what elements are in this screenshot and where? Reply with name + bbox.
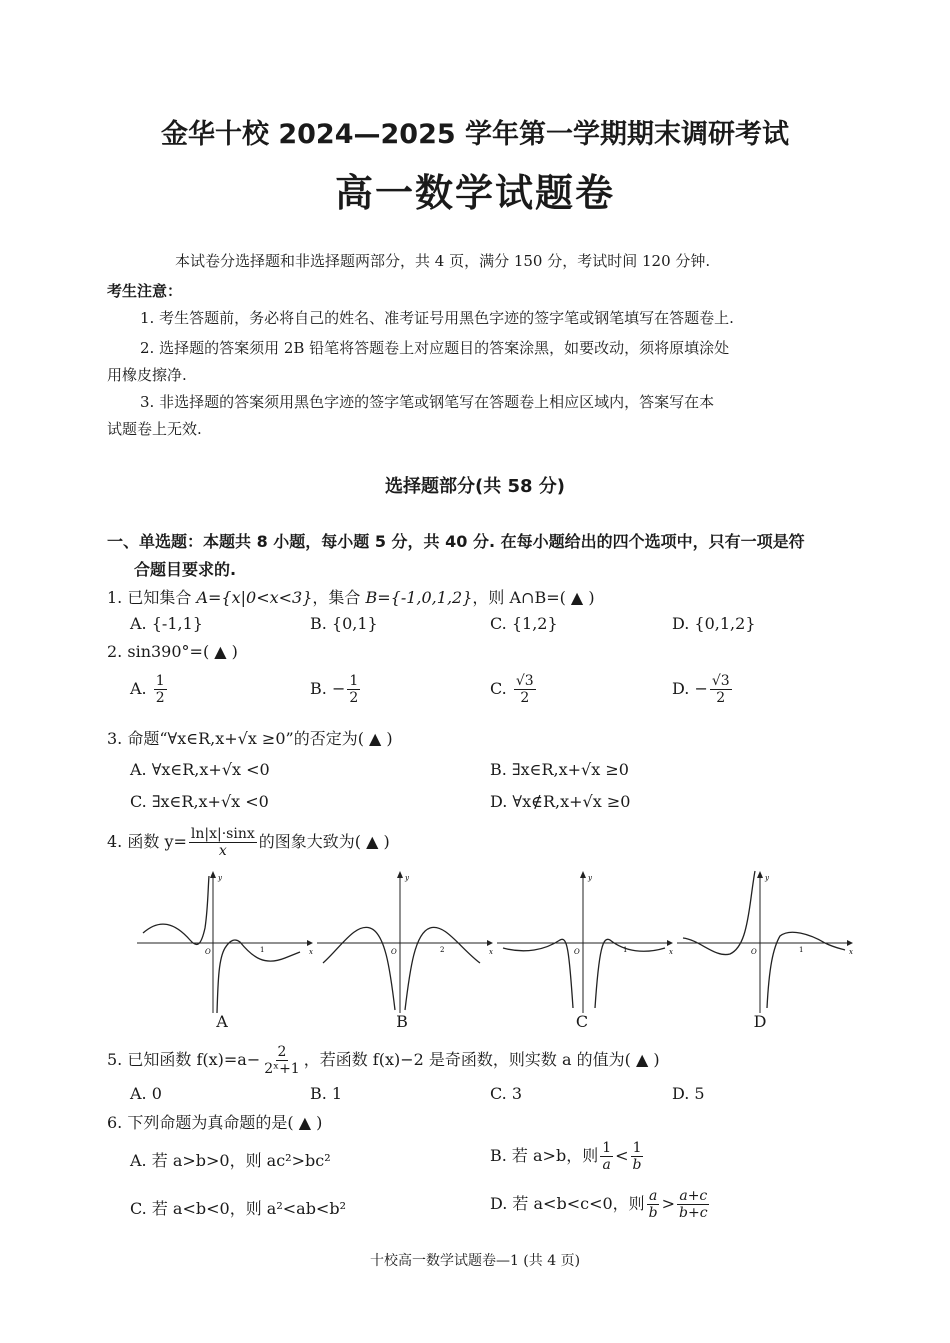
exam-title: 金华十校 2024—2025 学年第一学期期末调研考试 xyxy=(160,119,790,150)
q3-option-a: A. ∀x∈R,x+√x <0 xyxy=(130,760,270,779)
svg-text:y: y xyxy=(765,874,769,882)
part-instructions: 一、单选题：本题共 8 小题，每小题 5 分，共 40 分. 在每小题给出的四个选项中，只有一项是符 合题目要求的. xyxy=(107,532,805,579)
q6-option-a: A. 若 a>b>0，则 ac²>bc² xyxy=(130,1151,331,1170)
q2-option-d: D. − $\frac{√3}{2}$ xyxy=(672,673,730,706)
graph-option-b xyxy=(315,868,495,1018)
q5-option-a: A. 0 xyxy=(130,1084,162,1103)
q1-option-d: D. {0,1,2} xyxy=(672,614,756,633)
svg-text:x: x xyxy=(849,948,853,956)
svg-text:O: O xyxy=(574,948,580,956)
svg-text:1: 1 xyxy=(623,946,628,954)
notice-item-2: 2. 选择题的答案须用 2B 铅笔将答题卷上对应题目的答案涂黑，如要改动，须将原填涂处 xyxy=(140,339,730,357)
svg-text:1: 1 xyxy=(799,946,804,954)
section-title: 选择题部分(共 58 分) xyxy=(384,476,566,497)
notice-heading: 考生注意： xyxy=(107,282,183,300)
q5-option-b: B. 1 xyxy=(310,1084,343,1103)
question-5-stem: 5. 已知函数 f(x)=a− $\frac{2}{\text{2ˣ+1}}$ ，若函数 f(x)−2 是奇函数，则实数 a 的值为( ▲ ) xyxy=(107,1044,660,1077)
svg-text:y: y xyxy=(405,874,409,882)
q6-option-b: B. 若 a>b，则 $\frac{1}{a}$ < $\frac{1}{b}$ xyxy=(490,1140,642,1173)
question-1-stem: 1. 已知集合 A={x|0<x<3}，集合 B={-1,0,1,2}，则 A∩B=( ▲ ) xyxy=(107,588,595,607)
question-4-stem: 4. 函数 y= $\frac{\ln|x|\cdot\sin x}{x}$ 的图象大致为( ▲ ) xyxy=(107,826,390,859)
notice-item-3: 3. 非选择题的答案须用黑色字迹的签字笔或钢笔写在答题卷上相应区域内，答案写在本 xyxy=(140,393,715,411)
q3-option-c: C. ∃x∈R,x+√x <0 xyxy=(130,792,269,811)
svg-text:O: O xyxy=(751,948,757,956)
q5-option-c: C. 3 xyxy=(490,1084,523,1103)
notice-item-3-cont: 试题卷上无效. xyxy=(107,420,202,438)
svg-text:2: 2 xyxy=(440,946,445,954)
notice-item-2-cont: 用橡皮擦净. xyxy=(107,366,187,384)
exam-intro: 本试卷分选择题和非选择题两部分，共 4 页，满分 150 分，考试时间 120 分钟. xyxy=(175,252,711,270)
notice-item-1: 1. 考生答题前，务必将自己的姓名、准考证号用黑色字迹的签字笔或钢笔填写在答题卷上. xyxy=(140,309,734,327)
q2-option-a: A. $\frac{1}{2}$ xyxy=(130,673,165,706)
svg-text:O: O xyxy=(391,948,397,956)
q3-option-d: D. ∀x∉R,x+√x ≥0 xyxy=(490,792,631,811)
svg-text:y: y xyxy=(218,874,222,882)
q5-option-d: D. 5 xyxy=(672,1084,705,1103)
q3-option-b: B. ∃x∈R,x+√x ≥0 xyxy=(490,760,629,779)
question-6-stem: 6. 下列命题为真命题的是( ▲ ) xyxy=(107,1113,323,1132)
svg-text:y: y xyxy=(588,874,592,882)
q1-option-a: A. {-1,1} xyxy=(130,614,203,633)
graph-option-c xyxy=(495,868,675,1018)
graph-option-d xyxy=(675,868,855,1018)
q2-option-c: C. $\frac{√3}{2}$ xyxy=(490,673,534,706)
q6-option-c: C. 若 a<b<0，则 a²<ab<b² xyxy=(130,1199,346,1218)
graph-option-a xyxy=(135,868,315,1018)
svg-text:O: O xyxy=(205,948,211,956)
graph-label-c: C xyxy=(575,1012,589,1031)
page-footer: 十校高一数学试题卷—1 (共 4 页) xyxy=(369,1253,581,1269)
question-2-stem: 2. sin390°=( ▲ ) xyxy=(107,642,238,661)
svg-text:1: 1 xyxy=(260,946,265,954)
svg-text:x: x xyxy=(489,948,493,956)
svg-text:x: x xyxy=(309,948,313,956)
exam-subtitle: 高一数学试题卷 xyxy=(334,170,615,215)
q2-option-b: B. − $\frac{1}{2}$ xyxy=(310,673,359,706)
graph-label-a: A xyxy=(216,1012,228,1031)
question-3-stem: 3. 命题“∀x∈R,x+√x ≥0”的否定为( ▲ ) xyxy=(107,729,393,748)
graph-label-d: D xyxy=(753,1012,767,1031)
graph-label-b: B xyxy=(396,1012,408,1031)
q1-option-b: B. {0,1} xyxy=(310,614,378,633)
q1-option-c: C. {1,2} xyxy=(490,614,558,633)
q6-option-d: D. 若 a<b<c<0，则 $\frac{a}{b}$ > $\frac{a+c}{b+c}$ xyxy=(490,1188,708,1221)
svg-text:x: x xyxy=(669,948,673,956)
